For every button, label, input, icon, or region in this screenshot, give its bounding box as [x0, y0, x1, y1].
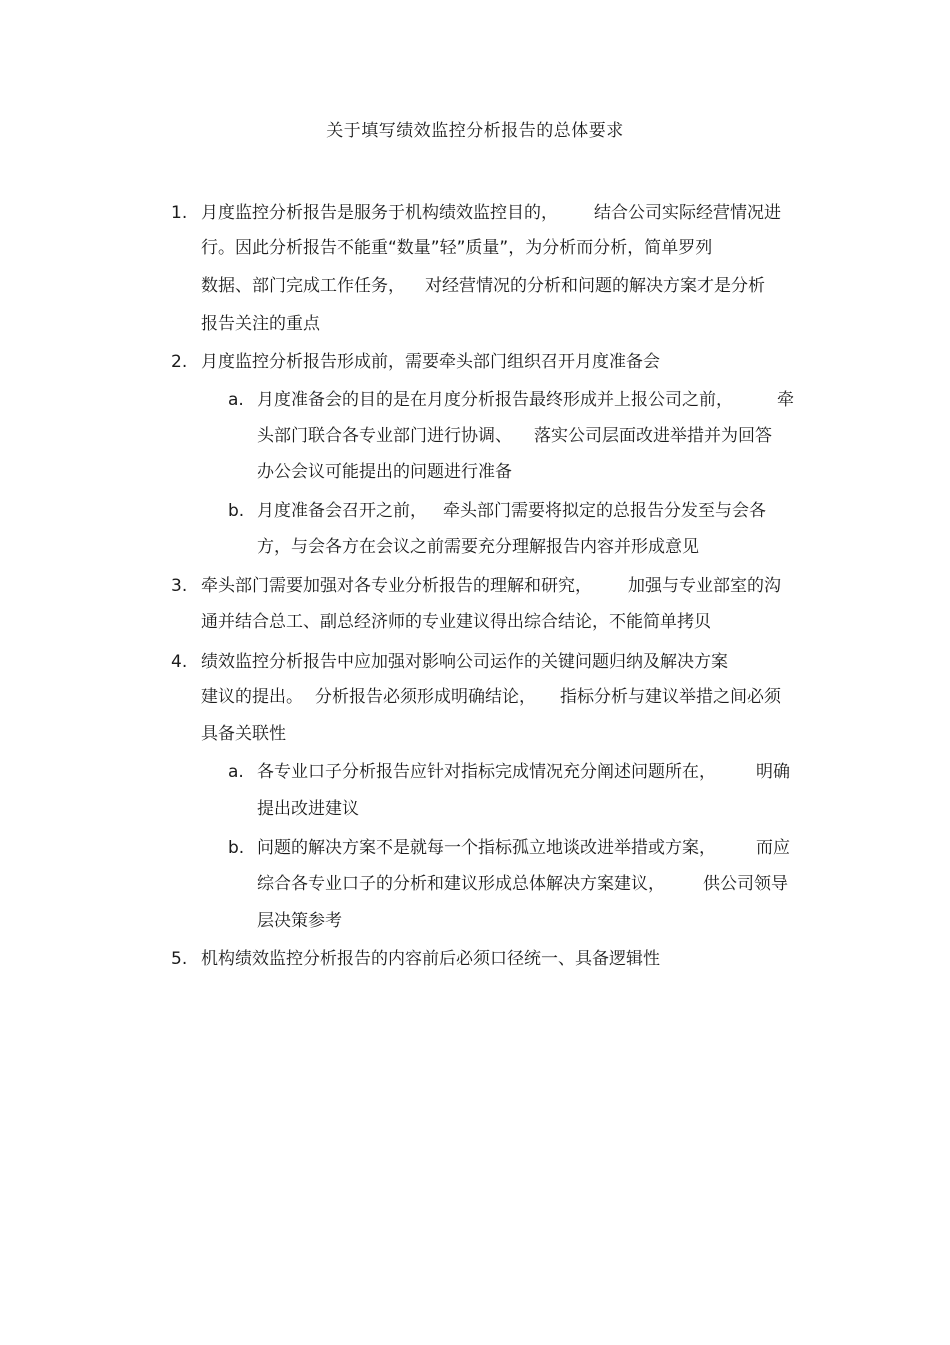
text-segment: 机构绩效监控分析报告的内容前后必须口径统一、具备逻辑性	[201, 949, 660, 969]
text-line	[257, 909, 342, 933]
text-segment: 明确	[756, 762, 790, 782]
text-segment: 分析报告必须形成明确结论，	[315, 687, 536, 707]
text-segment: 牵头部门需要加强对各专业分析报告的理解和研究，	[201, 576, 592, 596]
list-marker: 1.	[171, 203, 188, 223]
text-line	[201, 722, 286, 746]
list-marker: 4.	[171, 652, 188, 672]
text-line	[201, 350, 660, 374]
text-segment: 头部门联合各专业部门进行协调、	[257, 426, 512, 446]
text-line	[201, 650, 728, 674]
document-title: 关于填写绩效监控分析报告的总体要求	[326, 121, 624, 141]
text-segment: 方，与会各方在会议之前需要充分理解报告内容并形成意见	[257, 537, 699, 557]
text-segment: 提出改进建议	[257, 799, 359, 819]
text-line	[257, 797, 359, 821]
text-segment: 结合公司实际经营情况进	[594, 203, 781, 223]
text-segment: 供公司领导	[703, 874, 788, 894]
text-segment: 通并结合总工、副总经济师的专业建议得出综合结论，不能简单拷贝	[201, 612, 711, 632]
text-line	[201, 685, 781, 709]
text-segment: 月度准备会召开之前，	[257, 501, 427, 521]
text-line	[257, 388, 794, 412]
sub-list-marker: b.	[228, 501, 245, 521]
list-marker: 5.	[171, 949, 188, 969]
text-segment: 加强与专业部室的沟	[628, 576, 781, 596]
text-segment: 办公会议可能提出的问题进行准备	[257, 462, 512, 482]
sub-list-marker: b.	[228, 838, 245, 858]
text-line	[201, 947, 660, 971]
list-marker: 3.	[171, 576, 188, 596]
text-segment: 报告关注的重点	[201, 314, 320, 334]
sub-list-marker: a.	[228, 762, 244, 782]
text-segment: 月度监控分析报告形成前，需要牵头部门组织召开月度准备会	[201, 352, 660, 372]
text-segment: 层决策参考	[257, 911, 342, 931]
text-segment: 牵头部门需要将拟定的总报告分发至与会各	[443, 501, 766, 521]
list-marker: 2.	[171, 352, 188, 372]
text-segment: 月度监控分析报告是服务于机构绩效监控目的，	[201, 203, 558, 223]
text-line	[257, 424, 772, 448]
text-line	[201, 312, 320, 336]
text-line	[257, 460, 512, 484]
text-segment: 绩效监控分析报告中应加强对影响公司运作的关键问题归纳及解决方案	[201, 652, 728, 672]
text-segment: 落实公司层面改进举措并为回答	[534, 426, 772, 446]
text-line	[257, 535, 699, 559]
text-segment: 问题的解决方案不是就每一个指标孤立地谈改进举措或方案，	[257, 838, 716, 858]
text-segment: 对经营情况的分析和问题的解决方案才是分析	[425, 276, 765, 296]
text-segment: 建议的提出。	[201, 687, 303, 707]
text-line	[201, 236, 712, 260]
text-line	[201, 201, 781, 225]
text-line	[201, 274, 765, 298]
sub-list-marker: a.	[228, 390, 244, 410]
text-segment: 行。因此分析报告不能重“数量”轻”质量”，为分析而分析，简单罗列	[201, 238, 713, 258]
text-segment: 各专业口子分析报告应针对指标完成情况充分阐述问题所在，	[257, 762, 716, 782]
text-line	[201, 610, 711, 634]
text-segment: 数据、部门完成工作任务，	[201, 276, 405, 296]
text-segment: 指标分析与建议举措之间必须	[560, 687, 781, 707]
text-line	[201, 574, 781, 598]
text-segment: 综合各专业口子的分析和建议形成总体解决方案建议，	[257, 874, 665, 894]
text-line	[257, 760, 790, 784]
text-segment: 牵	[777, 390, 794, 410]
text-line	[257, 499, 766, 523]
text-segment: 具备关联性	[201, 724, 286, 744]
text-line	[257, 836, 790, 860]
text-segment: 而应	[756, 838, 790, 858]
text-segment: 月度准备会的目的是在月度分析报告最终形成并上报公司之前，	[257, 390, 733, 410]
text-line	[257, 872, 788, 896]
